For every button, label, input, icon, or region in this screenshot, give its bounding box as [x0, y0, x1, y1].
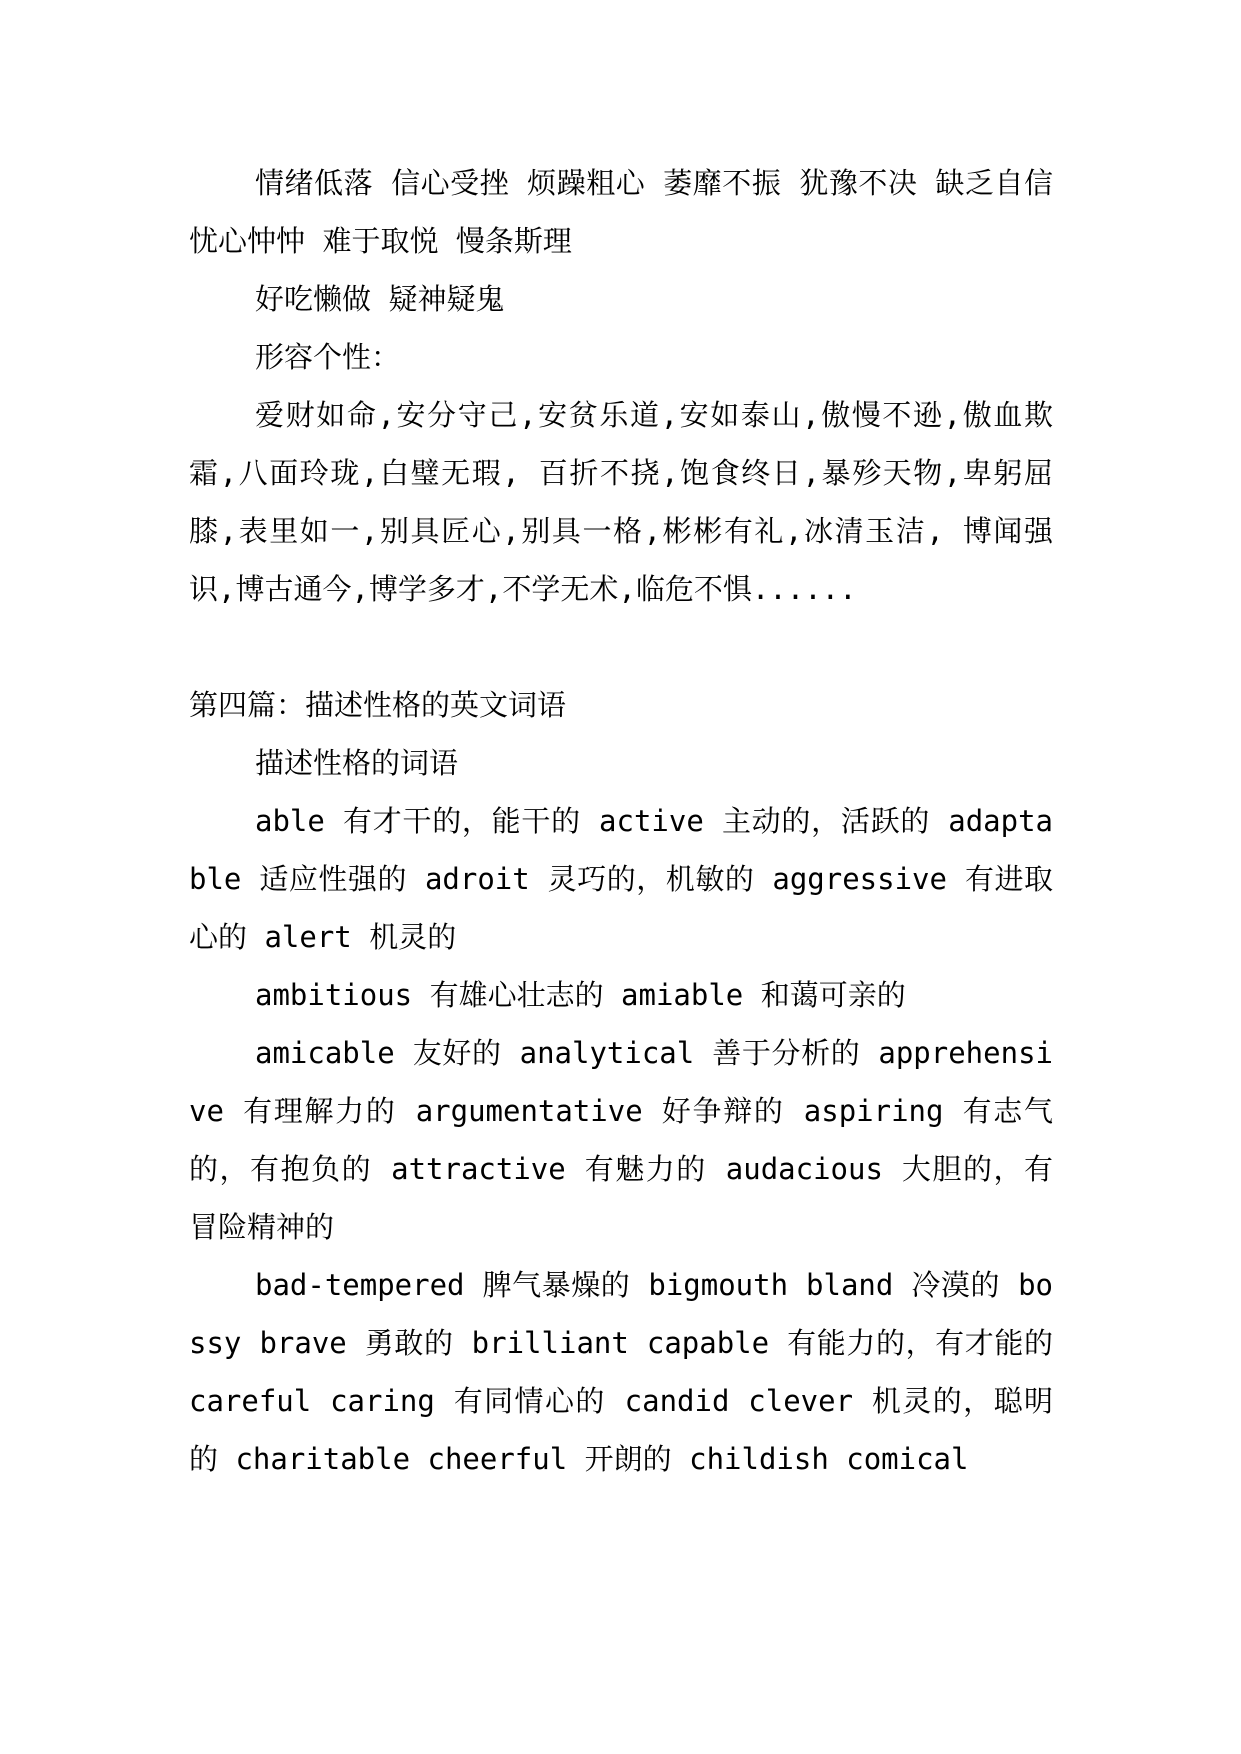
document-body: [189, 154, 1053, 1488]
paragraph-vocab-a3: amicable 友好的 analytical 善于分析的 apprehensive 有理解力的 argumentative 好争辩的 aspiring 有志气的，有抱负的 attractive 有魅力的 audacious 大胆的，有冒险精神的: [189, 1036, 1053, 1244]
paragraph-lazy-suspicious: 好吃懒做 疑神疑鬼: [255, 282, 505, 316]
paragraph-mood-words: 情绪低落 信心受挫 烦躁粗心 萎靡不振 犹豫不决 缺乏自信 忧心忡忡 难于取悦 慢条斯理: [189, 166, 1053, 258]
paragraph-subheading: 描述性格的词语: [255, 746, 459, 780]
paragraph-vocab-b-c: bad-tempered 脾气暴燥的 bigmouth bland 冷漠的 bossy brave 勇敢的 brilliant capable 有能力的，有才能的 careful caring 有同情心的 candid clever 机灵的，聪明的 charitable cheerful 开朗的 childish comical: [189, 1268, 1053, 1476]
paragraph-personality-label: 形容个性：: [255, 340, 401, 374]
paragraph-idiom-list: 爱财如命,安分守己,安贫乐道,安如泰山,傲慢不逊,傲血欺霜,八面玲珑,白璧无瑕, 百折不挠,饱食终日,暴殄天物,卑躬屈膝,表里如一,别具匠心,别具一格,彬彬有礼,冰清玉洁, 博闻强识,博古通今,博学多才,不学无术,临危不惧......: [189, 398, 1053, 606]
paragraph-vocab-a2: ambitious 有雄心壮志的 amiable 和蔼可亲的: [255, 978, 906, 1012]
section-heading: 第四篇：描述性格的英文词语: [189, 688, 567, 722]
paragraph-vocab-a1: able 有才干的，能干的 active 主动的，活跃的 adaptable 适应性强的 adroit 灵巧的，机敏的 aggressive 有进取心的 alert 机灵的: [189, 804, 1053, 954]
